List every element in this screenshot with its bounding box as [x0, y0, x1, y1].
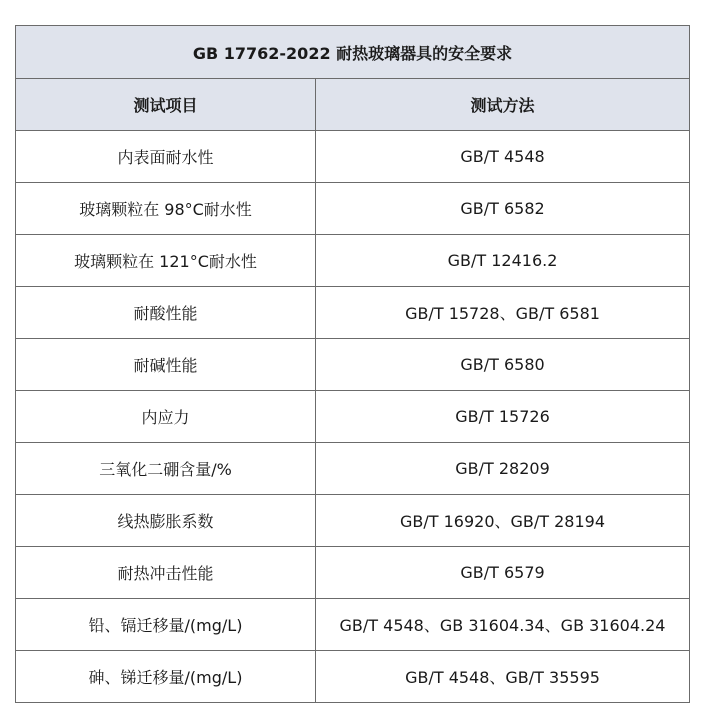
test-method-cell: GB/T 6579	[316, 547, 690, 599]
test-item-cell: 铅、镉迁移量/(mg/L)	[16, 599, 316, 651]
table-header-row	[16, 79, 690, 131]
test-method-cell: GB/T 15728、GB/T 6581	[316, 287, 690, 339]
table-row	[16, 287, 690, 339]
test-item-cell: 耐碱性能	[16, 339, 316, 391]
table-row	[16, 651, 690, 703]
test-item-cell: 内表面耐水性	[16, 131, 316, 183]
table-row	[16, 235, 690, 287]
table-row	[16, 183, 690, 235]
test-item-cell: 耐酸性能	[16, 287, 316, 339]
test-item-cell: 内应力	[16, 391, 316, 443]
test-method-cell: GB/T 4548	[316, 131, 690, 183]
table-title: GB 17762-2022 耐热玻璃器具的安全要求	[16, 26, 690, 79]
test-item-cell: 线热膨胀系数	[16, 495, 316, 547]
table-row	[16, 443, 690, 495]
test-item-cell: 玻璃颗粒在 98°C耐水性	[16, 183, 316, 235]
test-item-cell: 玻璃颗粒在 121°C耐水性	[16, 235, 316, 287]
test-item-cell: 耐热冲击性能	[16, 547, 316, 599]
test-item-cell: 三氧化二硼含量/%	[16, 443, 316, 495]
table-row	[16, 131, 690, 183]
column-header-test-item: 测试项目	[16, 79, 316, 131]
column-header-test-method: 测试方法	[316, 79, 690, 131]
test-method-cell: GB/T 28209	[316, 443, 690, 495]
test-item-cell: 砷、锑迁移量/(mg/L)	[16, 651, 316, 703]
test-method-cell: GB/T 6580	[316, 339, 690, 391]
test-method-cell: GB/T 6582	[316, 183, 690, 235]
test-method-cell: GB/T 12416.2	[316, 235, 690, 287]
table-row	[16, 495, 690, 547]
table-title-row	[16, 26, 690, 79]
test-method-cell: GB/T 4548、GB 31604.34、GB 31604.24	[316, 599, 690, 651]
table-row	[16, 391, 690, 443]
table-row	[16, 547, 690, 599]
table-row	[16, 339, 690, 391]
standard-test-table	[15, 25, 690, 703]
test-method-cell: GB/T 15726	[316, 391, 690, 443]
test-method-cell: GB/T 16920、GB/T 28194	[316, 495, 690, 547]
table-row	[16, 599, 690, 651]
test-method-cell: GB/T 4548、GB/T 35595	[316, 651, 690, 703]
